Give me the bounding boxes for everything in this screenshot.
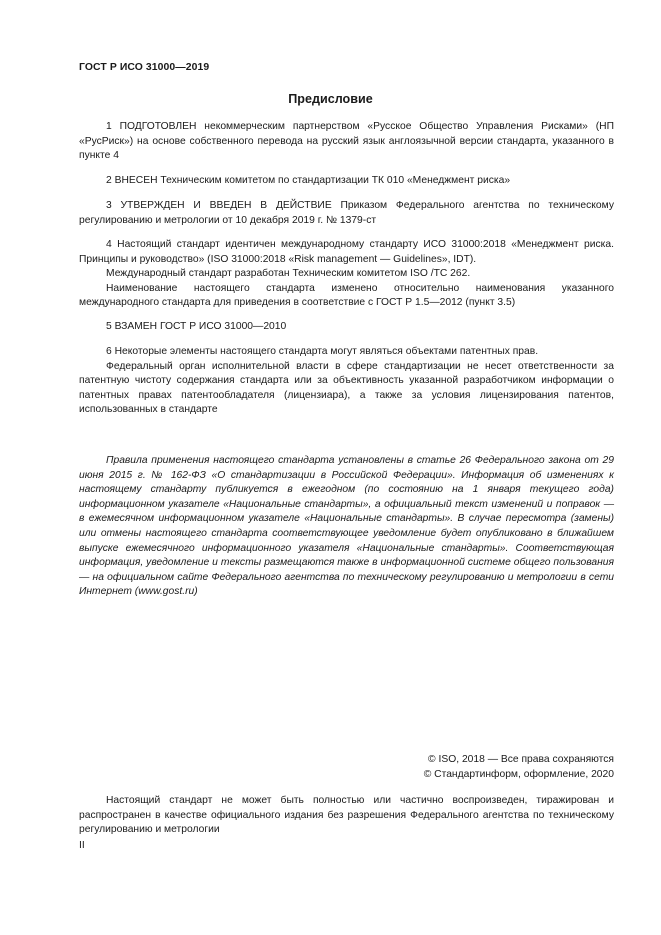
reproduction-notice: Настоящий стандарт не может быть полностью или частично воспроизведен, тиражирован и распространен в качестве официального издания без разрешения Федерального агентства по техническому регулированию и метрологии [79,795,614,836]
copyright-block [424,752,614,782]
foreword-item-4-text: 4 Настоящий стандарт идентичен международному стандарту ИСО 31000:2018 «Менеджмент риска. Принципы и руководство» (ISO 31000:2018 «Risk management — Guidelines», IDT). [79,239,614,265]
standard-code-header: ГОСТ Р ИСО 31000—2019 [79,62,210,73]
iso-copyright: © ISO, 2018 — Все права сохраняются [428,754,614,765]
foreword-item-5: 5 ВЗАМЕН ГОСТ Р ИСО 31000—2010 [106,321,287,332]
application-rules-notice: Правила применения настоящего стандарта установлены в статье 26 Федерального закона от 29 июня 2015 г. № 162-ФЗ «О стандартизации в Российской Федерации». Информация об изменениях к настоящему стандарту публикуется в ежегодном (по состоянию на 1 января текущего года) информационном указателе «Национальные стандарты», а официальный текст изменений и поправок — в ежемесячном информационном указателе «Национальные стандарты». В случае пересмотра (замены) или отмены настоящего стандарта соответствующее уведомление будет опубликовано в ближайшем выпуске ежемесячного информационного указателя «Национальные стандарты». Соответствующая информация, уведомление и тексты размещаются также в информационной системе общего пользования — на официальном сайте Федерального агентства по техническому регулированию и метрологии в сети Интернет (www.gost.ru) [79,455,614,598]
foreword-item-6 [79,345,614,418]
foreword-item-4 [79,238,614,311]
foreword-item-2: 2 ВНЕСЕН Техническим комитетом по стандартизации ТК 010 «Менеджмент риска» [106,175,511,186]
page-title: Предисловие [288,92,373,106]
foreword-item-6-patent-disclaimer: Федеральный орган исполнительной власти в сфере стандартизации не несет ответственности за патентную чистоту содержания стандарта или за объективность указанной разработчиком информации о патентных правах патентообладателя (лицензиара), а также за условия лицензирования патентов, использованных в стандарте [79,360,614,416]
standartinform-copyright: © Стандартинформ, оформление, 2020 [423,769,614,780]
foreword-item-4-name-change: Наименование настоящего стандарта изменено относительно наименования указанного международного стандарта для приведения в соответствие с ГОСТ Р 1.5—2012 (пункт 3.5) [79,282,614,309]
foreword-item-6-text: 6 Некоторые элементы настоящего стандарта могут являться объектами патентных прав. [106,346,539,357]
page-number: II [79,840,85,851]
foreword-item-1: 1 ПОДГОТОВЛЕН некоммерческим партнерством «Русское Общество Управления Рисками» (НП «РусРиск») на основе собственного перевода на русский язык англоязычной версии стандарта, указанного в пункте 4 [79,121,614,162]
foreword-item-4-developer: Международный стандарт разработан Техническим комитетом ISO /TC 262. [106,268,471,280]
foreword-item-3: 3 УТВЕРЖДЕН И ВВЕДЕН В ДЕЙСТВИЕ Приказом Федерального агентства по техническому регулированию и метрологии от 10 декабря 2019 г. № 1379-ст [79,200,614,226]
